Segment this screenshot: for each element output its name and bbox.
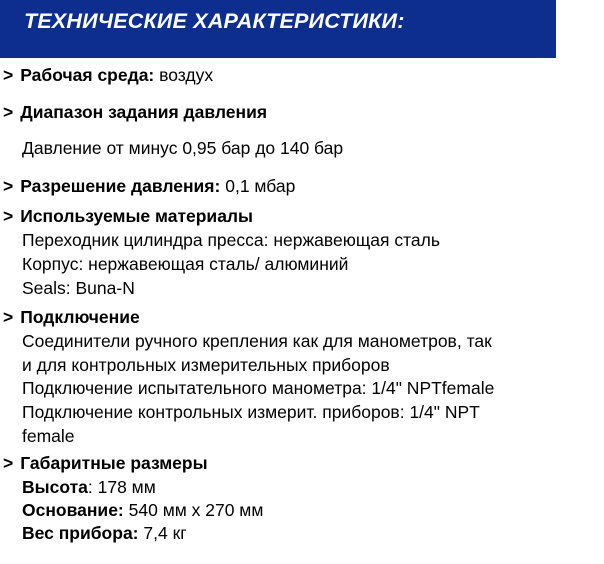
spec-line: Подключение испытательного манометра: 1/4" NPTfemale — [22, 378, 495, 398]
dimension-value: : 178 мм — [87, 477, 156, 497]
dimension-label: Высота — [22, 477, 88, 497]
spec-line: и для контрольных измерительных приборов — [22, 355, 390, 375]
bullet-arrow: > — [3, 176, 14, 196]
spec-line: Подключение контрольных измерит. приборов: 1/4" NPT — [22, 402, 480, 422]
dimension-label: Основание: — [22, 500, 124, 520]
spec-label: Используемые материалы — [20, 206, 253, 226]
spec-line: Корпус: нержавеющая сталь/ алюминий — [22, 254, 349, 274]
spec-line: female — [22, 426, 75, 446]
bullet-arrow: > — [3, 206, 14, 226]
bullet-arrow: > — [3, 453, 14, 473]
dimension-height — [22, 476, 156, 498]
dimension-base — [22, 499, 263, 521]
spec-label: Диапазон задания давления — [20, 102, 268, 122]
spec-resolution — [3, 175, 295, 197]
spec-value: воздух — [159, 65, 214, 85]
spec-line: Переходник цилиндра пресса: нержавеющая сталь — [22, 230, 440, 250]
spec-dimensions — [3, 452, 208, 474]
spec-value: 0,1 мбар — [225, 176, 296, 196]
spec-label: Подключение — [20, 307, 140, 327]
dimension-value: 540 мм x 270 мм — [128, 500, 264, 520]
page-title: ТЕХНИЧЕСКИЕ ХАРАКТЕРИСТИКИ: — [24, 9, 405, 33]
spec-label: Рабочая среда: — [20, 65, 155, 85]
dimension-label: Вес прибора: — [22, 523, 139, 543]
spec-label: Разрешение давления: — [20, 176, 221, 196]
bullet-arrow: > — [3, 102, 14, 122]
spec-line: Соединители ручного крепления как для манометров, так — [22, 331, 492, 351]
spec-working-medium — [3, 64, 213, 86]
dimension-weight — [22, 522, 187, 544]
bullet-arrow: > — [3, 307, 14, 327]
spec-line: Давление от минус 0,95 бар до 140 бар — [22, 138, 344, 158]
spec-pressure-range — [3, 101, 267, 123]
dimension-value: 7,4 кг — [143, 523, 187, 543]
spec-line: Seals: Buna-N — [22, 278, 135, 298]
spec-materials — [3, 205, 253, 227]
spec-label: Габаритные размеры — [20, 453, 208, 473]
header-banner — [0, 0, 556, 58]
spec-connection — [3, 306, 140, 328]
bullet-arrow: > — [3, 65, 14, 85]
